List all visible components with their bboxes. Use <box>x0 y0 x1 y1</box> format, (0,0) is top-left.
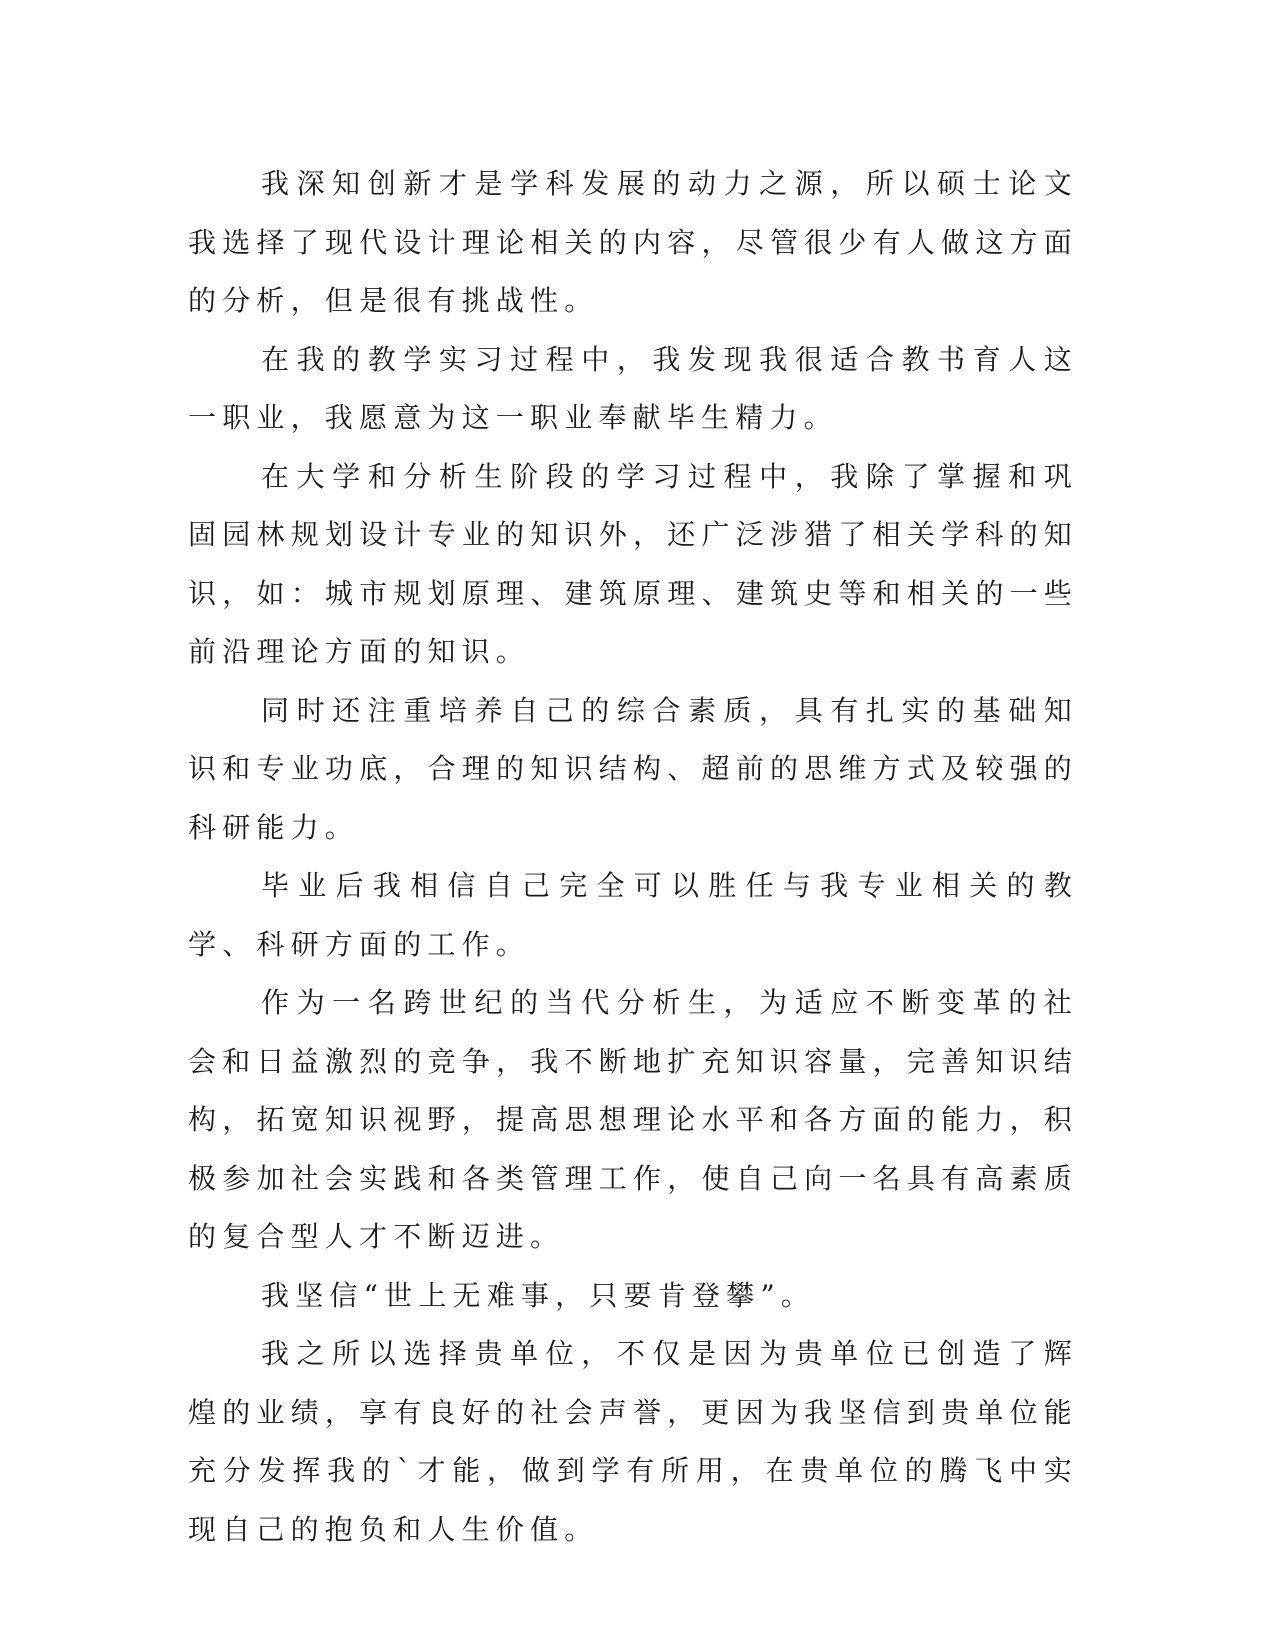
paragraph-comprehensive-quality: 同时还注重培养自己的综合素质，具有扎实的基础知识和专业功底，合理的知识结构、超前的思维方式及较强的科研能力。 <box>188 693 1078 844</box>
paragraph-after-graduation: 毕业后我相信自己完全可以胜任与我专业相关的教学、科研方面的工作。 <box>188 869 1078 961</box>
paragraph-innovation: 我深知创新才是学科发展的动力之源，所以硕士论文我选择了现代设计理论相关的内容，尽管很少有人做这方面的分析，但是很有挑战性。 <box>188 167 1078 317</box>
document-body <box>188 155 1078 1559</box>
paragraph-motto: 我坚信“世上无难事，只要肯登攀”。 <box>261 1278 816 1312</box>
paragraph-contemporary-student: 作为一名跨世纪的当代分析生，为适应不断变革的社会和日益激烈的竞争，我不断地扩充知识容量，完善知识结构，拓宽知识视野，提高思想理论水平和各方面的能力，积极参加社会实践和各类管理工作，使自己向一名具有高素质的复合型人才不断迈进。 <box>188 986 1078 1253</box>
paragraph-why-this-unit: 我之所以选择贵单位，不仅是因为贵单位已创造了辉煌的业绩，享有良好的社会声誉，更因为我坚信到贵单位能充分发挥我的`才能，做到学有所用，在贵单位的腾飞中实现自己的抱负和人生价值。 <box>188 1337 1078 1546</box>
paragraph-study-knowledge: 在大学和分析生阶段的学习过程中，我除了掌握和巩固园林规划设计专业的知识外，还广泛涉猎了相关学科的知识，如：城市规划原理、建筑原理、建筑史等和相关的一些前沿理论方面的知识。 <box>188 459 1078 668</box>
paragraph-teaching-internship: 在我的教学实习过程中，我发现我很适合教书育人这一职业，我愿意为这一职业奉献毕生精力。 <box>188 342 1078 434</box>
